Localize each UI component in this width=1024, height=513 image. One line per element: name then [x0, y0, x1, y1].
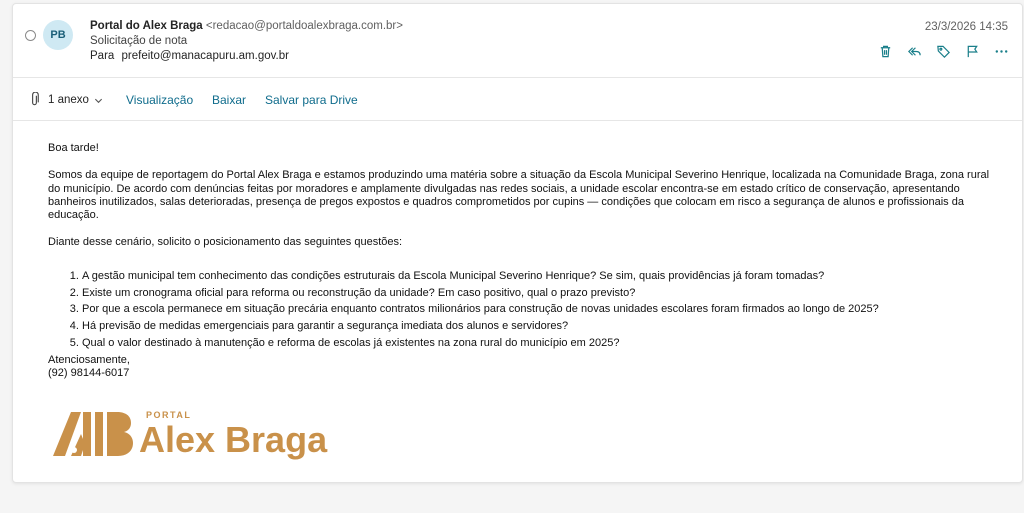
closing: Atenciosamente,: [48, 353, 130, 366]
list-item: 5. Qual o valor destinado à manutenção e reforma de escolas já existentes na zona rural do município em 2025?: [82, 337, 998, 350]
list-item: 3. Por que a escola permanece em situação precária enquanto contratos milionários para construção de novas unidades escolares foram firmados ao longo de 2025?: [82, 303, 998, 316]
chevron-down-icon: [94, 96, 103, 105]
email-body: [48, 142, 998, 380]
download-link[interactable]: Baixar: [212, 93, 247, 107]
to-label: Para: [90, 50, 115, 62]
recipient-address[interactable]: prefeito@manacapuru.am.gov.br: [121, 50, 289, 62]
save-to-drive-link[interactable]: Salvar para Drive: [265, 93, 358, 107]
attachment-count-dropdown[interactable]: [48, 94, 103, 106]
email-actions: [876, 42, 1010, 60]
reply-all-icon: [907, 44, 922, 59]
more-icon: [994, 44, 1009, 59]
questions-list: [70, 270, 998, 350]
paperclip-icon: [29, 92, 40, 107]
more-button[interactable]: [992, 42, 1010, 60]
attachment-toolbar: [13, 78, 1022, 121]
delete-button[interactable]: [876, 42, 894, 60]
tag-button[interactable]: [934, 42, 952, 60]
logo-small-text: PORTAL: [146, 410, 192, 420]
email-subject: Solicitação de nota: [90, 35, 188, 47]
select-checkbox[interactable]: [25, 30, 36, 41]
delete-icon: [878, 44, 893, 59]
preview-link[interactable]: Visualização: [126, 93, 194, 107]
body-paragraph: Somos da equipe de reportagem do Portal Alex Braga e estamos produzindo uma matéria sobre a situação da Escola Municipal Severino Henrique, localizada na Comunidade Braga, zona rural do município. De acordo com denúncias feitas por moradores e amplamente divulgadas nas redes sociais, a unidade escolar encontra-se em estado crítico de conservação, apresentando banheiros inutilizados, salas deterioradas, presença de pregos expostos e quadros comprometidos por cupins — condições que colocam em risco a segurança de alunos e profissionais da educação.: [48, 169, 990, 222]
attachment-count: 1 anexo: [48, 94, 89, 106]
email-date: 23/3/2026 14:35: [924, 21, 1008, 33]
list-item: 2. Existe um cronograma oficial para reforma ou reconstrução da unidade? Em caso positivo, qual o prazo previsto?: [82, 287, 998, 300]
email-reading-pane: [12, 3, 1023, 483]
email-header: [13, 4, 1022, 78]
avatar[interactable]: [43, 20, 73, 50]
logo-brand-text: Alex Braga: [139, 419, 328, 460]
flag-icon: [965, 44, 980, 59]
portal-alex-braga-logo: [51, 404, 371, 460]
sender-name[interactable]: Portal do Alex Braga: [90, 20, 203, 32]
phone-number: (92) 98144-6017: [48, 367, 130, 380]
list-item: 1. A gestão municipal tem conhecimento das condições estruturais da Escola Municipal Severino Henrique? Se sim, quais providências já foram tomadas?: [82, 270, 998, 283]
tag-icon: [936, 44, 951, 59]
avatar-initials: PB: [50, 29, 66, 41]
flag-button[interactable]: [963, 42, 981, 60]
sender-line: [90, 20, 403, 32]
list-item: 4. Há previsão de medidas emergenciais para garantir a segurança imediata dos alunos e servidores?: [82, 320, 998, 333]
questions-intro: Diante desse cenário, solicito o posicionamento das seguintes questões:: [48, 236, 403, 249]
recipient-line: [90, 50, 289, 62]
reply-all-button[interactable]: [905, 42, 923, 60]
greeting: Boa tarde!: [48, 142, 99, 154]
sender-email: <redacao@portaldoalexbraga.com.br>: [205, 20, 403, 32]
